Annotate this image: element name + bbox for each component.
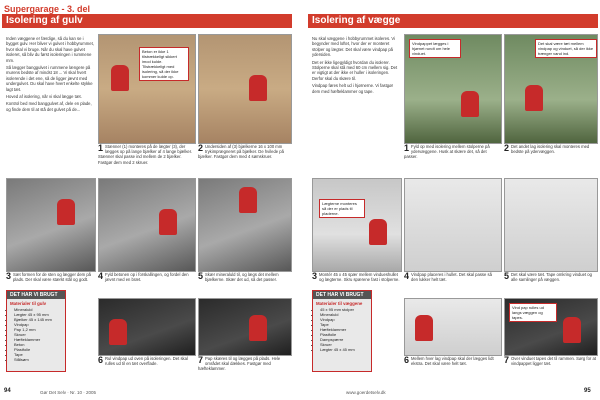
photo-callout-4: Lægterne monteres så der er plads til pladerne. <box>319 199 365 218</box>
materials-item: • Beton <box>14 342 62 347</box>
right-intro-p3: Vindpap føres helt ud i hjørnerne. Vi fastgør dem med hæfteklammer og tape. <box>312 83 394 94</box>
materials-item: • Skruer <box>320 342 368 347</box>
right-page-title: Isolering af vægge <box>312 15 401 26</box>
materials-item: • Vindpap <box>320 317 368 322</box>
materials-item: • Pap 1,2 mm <box>14 327 62 332</box>
materials-item: • Mineraluld <box>320 312 368 317</box>
step-3-caption: 3 Sæt formen for de sten og lægger dem på plads. Der skal være stærkt stål og godt. <box>6 271 91 283</box>
right-intro <box>312 36 400 96</box>
photo-5 <box>198 178 292 272</box>
photo-1 <box>98 34 196 144</box>
photo-callout-3: Det skal være tæt mellem vindpap og vinduet, så der ikke trænger vand ind. <box>535 39 597 58</box>
right-title-band <box>308 14 598 28</box>
step-5-caption: 5 Skær mineraluld til, og lægs det mellem bjælkerne. Skær det ud, så det passer. <box>198 271 279 283</box>
section-header: Supergarage - 3. del <box>4 4 91 14</box>
worker-figure <box>563 317 581 343</box>
materials-box-subtitle: Materialer til gulv <box>10 301 47 306</box>
right-step-3-caption: 3 Montér 45 x 45 spær mellem vindueshullet og lægterne. Skru spærene fast i stolperne. <box>312 271 400 283</box>
left-intro-p2: Så lægger banggulvet i rummene længere på murens bedste af mindst 18 ... Vi skal hvert isolerende i det ene, så de ligger jævnt med undergulvet. Du skal have hvert enkelte stykke lagt tæt. <box>6 65 93 92</box>
worker-figure <box>369 219 387 245</box>
materials-item: • Lægter 45 x 45 mm <box>320 347 368 352</box>
right-page <box>308 14 598 386</box>
materials-item: • Hæfteklammer <box>14 337 62 342</box>
step-6-caption: 6 Rul vindpap ud oven på isoleringen. Det skal rulles ud til en tæt overflade. <box>98 355 188 367</box>
materials-box-header: DET HAR VI BRUGT <box>7 291 65 299</box>
right-intro-p2: Det er ikke ligegyldigt hvordan du isolerer. Stolperne skal stå med 60 cm mellem sig. Det er vigtigt at der ikke er huller i isoleringen. Derfor skal du skære til. <box>312 59 398 81</box>
materials-box-header: DET HAR VI BRUGT <box>313 291 371 299</box>
materials-item: • Plastfolie <box>320 332 368 337</box>
photo-6 <box>98 298 196 356</box>
right-step-1-caption: 1 Fyld op med isolering mellem stolperne på ydervæggene. Husk at skære det, så det passer. <box>404 143 490 160</box>
worker-figure <box>415 315 433 341</box>
worker-figure <box>57 199 75 225</box>
materials-box-left <box>6 290 66 372</box>
worker-figure <box>249 315 267 341</box>
magazine-spread <box>0 14 600 386</box>
footer-right: www.goerdetselv.dk <box>346 390 386 395</box>
footer-left: Gør Det Selv · Nr. 10 · 2005 <box>40 390 97 395</box>
page-number-right: 95 <box>584 388 591 394</box>
step-1-caption: 1 Stænner (1) monteres på de lægter (3), der lægges op på lange bjælker af 4 lange bjælker. Stænner skal passe ind mellem de 2 bjælker. Fastgør dem med 2 skruer. <box>98 143 193 165</box>
worker-figure <box>159 209 177 235</box>
photo-13 <box>404 298 502 356</box>
right-step-4-caption: 4 Vindpap placeres i hullet. Det skal passe så den lukker helt tæt. <box>404 271 492 283</box>
materials-item: • Hæfteklammer <box>320 327 368 332</box>
step-4-caption: 4 Fyld betonen op i forskallingen, og fordel den jævnt med en bræt. <box>98 271 189 283</box>
right-step-6-caption: 6 Mellem hver lag vindpap skal der lægges lidt ekstra. Det skal være helt tæt. <box>404 355 494 367</box>
materials-item: • Bjælker 45 x 145 mm <box>14 317 62 322</box>
left-title-band <box>2 14 292 28</box>
left-intro-p1: Inden væggene er færdige, så du kan se i bygget gulv. Her bliver vi gulvet i hobbyrummet, hvor skal vi bruge. Når du skal have gulvet isoleret, så bliv du først isoleringen i rummene mm. <box>6 36 94 63</box>
left-page <box>2 14 292 386</box>
photo-2 <box>198 34 292 144</box>
left-intro-p3: Hoved af isolering, når vi skal lægge tæt. <box>6 94 82 100</box>
photo-12 <box>504 178 598 272</box>
worker-figure <box>239 187 257 213</box>
photo-callout-1: Beton er ikke 1 tilstrækkeligt sikkert imod kulde. Tilstrækkeligt med isolering, så der ikke kommer kulde op. <box>139 47 189 81</box>
right-step-2-caption: 2 Det andet lag isolering skal monteres med bedste på ydervæggen. <box>504 143 590 155</box>
materials-item: • Mineraluld <box>14 307 62 312</box>
photo-8 <box>404 34 502 144</box>
right-intro-p1: Nu skal væggene i hobbyrummet isoleres. Vi begynder med loftet, hvor der er monteret stolper og lægter. Det skal være vindpap på ydersiden. <box>312 36 396 58</box>
materials-item: • Plastfolie <box>14 347 62 352</box>
left-intro <box>6 36 94 114</box>
photo-9 <box>504 34 598 144</box>
step-2-caption: 2 Undersiden af (3) bjælkerne 16 x 100 mm trykimprægneret på bjælker. De hvilede på bjælker. Fastgør dem med 4 sømskruer. <box>198 143 284 160</box>
materials-box-right <box>312 290 372 372</box>
page-number-left: 94 <box>4 388 11 394</box>
materials-box-subtitle: Materialer til væggene <box>316 301 363 306</box>
photo-10 <box>312 178 402 272</box>
materials-item: • Tape <box>14 352 62 357</box>
materials-item: • Stålsøm <box>14 357 62 362</box>
right-step-7-caption: 7 Over vinduet tapes det til rammen. Sørg for at vindpappet ligger tæt. <box>504 355 596 367</box>
photo-14 <box>504 298 598 356</box>
photo-callout-2: Vindpappet lægges i hjørnet rundt om hele vinduet. <box>409 39 461 58</box>
worker-figure <box>109 319 127 345</box>
materials-item: • Vindpap <box>14 322 62 327</box>
left-intro-p4: Kontrol bed med banggulvet af, dele en plade, og finde dem til at stå det gulvet på de... <box>6 101 92 112</box>
worker-figure <box>111 65 129 91</box>
photo-11 <box>404 178 502 272</box>
worker-figure <box>249 75 267 101</box>
photo-callout-5: Vind pap rulles ud langs væggen og tapes. <box>509 303 557 322</box>
materials-item: • Dampspærre <box>320 337 368 342</box>
photo-3 <box>6 178 96 272</box>
materials-item: • Lægter 45 x 95 mm <box>14 312 62 317</box>
materials-item: • 45 x 95 mm stolper <box>320 307 368 312</box>
right-step-5-caption: 5 Det skal være tæt. Tape omkring vinduet og alle samlinger på væggen. <box>504 271 592 283</box>
step-7-caption: 7 Pap skæres til og lægges på plads. Hele området skal dækkes. Fastgør med hæfteklammer. <box>198 355 281 372</box>
materials-list <box>313 307 371 352</box>
worker-figure <box>525 85 543 111</box>
photo-4 <box>98 178 196 272</box>
materials-list <box>7 307 65 362</box>
photo-7 <box>198 298 292 356</box>
materials-item: • Skruer <box>14 332 62 337</box>
worker-figure <box>461 91 479 117</box>
left-page-title: Isolering af gulv <box>6 15 83 26</box>
materials-item: • Tape <box>320 322 368 327</box>
